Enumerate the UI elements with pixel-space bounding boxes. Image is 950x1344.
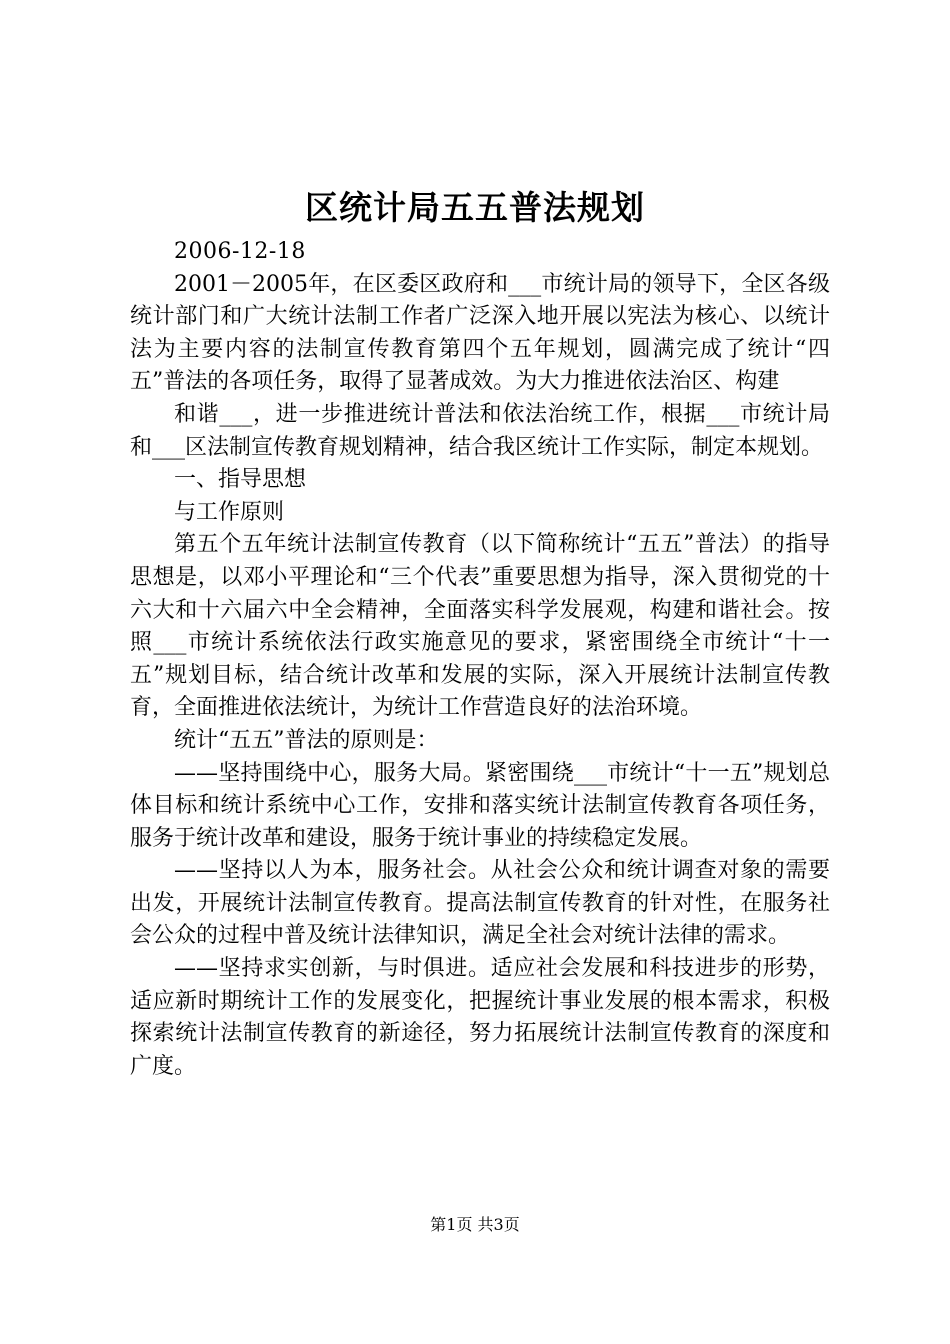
paragraph-principle-1: ——坚持围绕中心，服务大局。紧密围绕___市统计“十一五”规划总体目标和统计系统中心工作，安排和落实统计法制宣传教育各项任务，服务于统计改革和建设，服务于统计事业的持续稳定发展。 xyxy=(130,760,830,851)
document-date: 2006-12-18 xyxy=(174,239,306,264)
paragraph-guiding-thought: 第五个五年统计法制宣传教育（以下简称统计“五五”普法）的指导思想是，以邓小平理论和“三个代表”重要思想为指导，深入贯彻党的十六大和十六届六中全会精神，全面落实科学发展观，构建和谐社会。按照___市统计系统依法行政实施意见的要求，紧密围绕全市统计“十一五”规划目标，结合统计改革和发展的实际，深入开展统计法制宣传教育，全面推进依法统计，为统计工作营造良好的法治环境。 xyxy=(130,532,830,721)
page-number: 第1页 共3页 xyxy=(430,1215,520,1234)
section-heading: 一、指导思想 xyxy=(174,467,307,493)
document-body xyxy=(130,236,830,1083)
paragraph-purpose: 和谐___，进一步推进统计普法和依法治统工作，根据___市统计局和___区法制宣传教育规划精神，结合我区统计工作实际，制定本规划。 xyxy=(130,401,830,460)
paragraph-principle-2: ——坚持以人为本，服务社会。从社会公众和统计调查对象的需要出发，开展统计法制宣传教育。提高法制宣传教育的针对性，在服务社会公众的过程中普及统计法律知识，满足全社会对统计法律的需求。 xyxy=(130,858,830,949)
document-title: 区统计局五五普法规划 xyxy=(305,188,645,227)
paragraph-principles-intro: 统计“五五”普法的原则是： xyxy=(174,727,439,753)
section-heading-continued: 与工作原则 xyxy=(174,499,285,525)
paragraph-principle-3: ——坚持求实创新，与时俱进。适应社会发展和科技进步的形势，适应新时期统计工作的发展变化，把握统计事业发展的根本需求，积极探索统计法制宣传教育的新途径，努力拓展统计法制宣传教育的深度和广度。 xyxy=(130,956,830,1079)
paragraph-intro: 2001－2005年，在区委区政府和___市统计局的领导下，全区各级统计部门和广大统计法制工作者广泛深入地开展以宪法为核心、以统计法为主要内容的法制宣传教育第四个五年规划，圆满完成了统计“四五”普法的各项任务，取得了显著成效。为大力推进依法治区、构建 xyxy=(130,271,830,395)
